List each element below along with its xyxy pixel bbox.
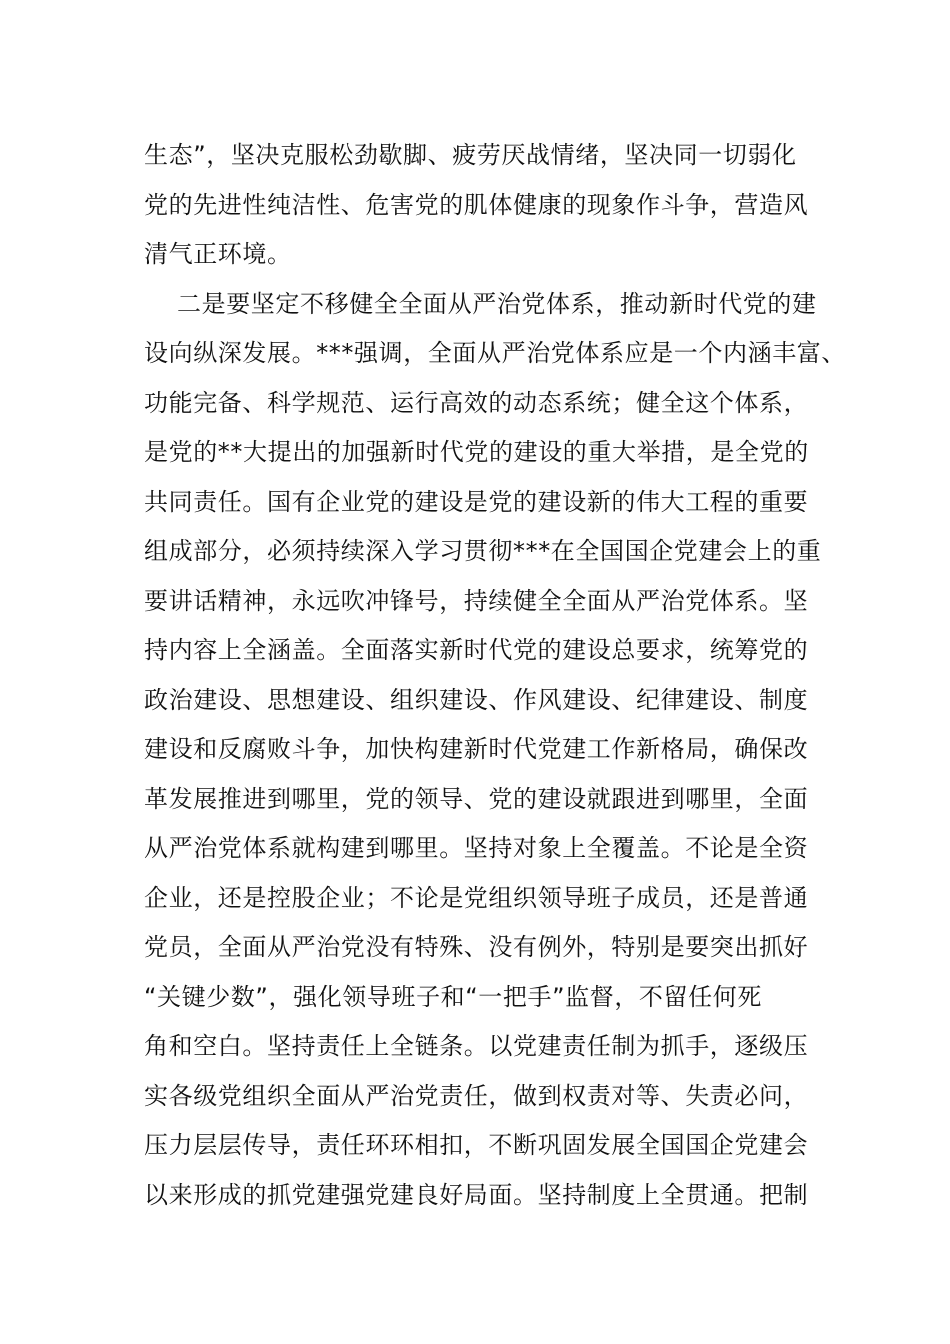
text-line: 是党的**大提出的加强新时代党的建设的重大举措，是全党的 [144,438,809,466]
text-line: “关键少数”，强化领导班子和“一把手”监督，不留任何死 [144,982,762,1011]
text-line: 党的先进性纯洁性、危害党的肌体健康的现象作斗争，营造风 [144,190,809,219]
text-line: 功能完备、科学规范、运行高效的动态系统；健全这个体系， [144,388,809,417]
text-line: 组成部分，必须持续深入学习贯彻***在全国国企党建会上的重 [144,537,822,565]
paragraph-continued [144,131,824,280]
text-line: 压力层层传导，责任环环相扣，不断巩固发展全国国企党建会 [144,1131,809,1159]
text-line: 以来形成的抓党建强党建良好局面。坚持制度上全贯通。把制 [144,1180,809,1209]
paragraph-two [144,280,846,1221]
text-line: 党员，全面从严治党没有特殊、没有例外，特别是要突出抓好 [144,933,809,961]
body-text [144,131,846,1220]
text-line: 企业，还是控股企业；不论是党组织领导班子成员，还是普通 [144,883,809,912]
text-line: 生态”，坚决克服松劲歇脚、疲劳厌战情绪，坚决同一切弱化 [144,141,797,169]
text-line: 从严治党体系就构建到哪里。坚持对象上全覆盖。不论是全资 [144,834,809,862]
text-line: 清气正环境。 [144,240,292,268]
text-line: 角和空白。坚持责任上全链条。以党建责任制为抓手，逐级压 [144,1032,809,1060]
text-line: 政治建设、思想建设、组织建设、作风建设、纪律建设、制度 [144,685,809,714]
text-line: 建设和反腐败斗争，加快构建新时代党建工作新格局，确保改 [144,735,809,763]
text-line: 设向纵深发展。***强调，全面从严治党体系应是一个内涵丰富、 [144,339,846,367]
text-line: 实各级党组织全面从严治党责任，做到权责对等、失责必问， [144,1081,809,1110]
text-line: 二是要坚定不移健全全面从严治党体系，推动新时代党的建 [177,289,817,318]
text-line: 共同责任。国有企业党的建设是党的建设新的伟大工程的重要 [144,487,809,516]
text-line: 要讲话精神，永远吹冲锋号，持续健全全面从严治党体系。坚 [144,586,809,615]
text-line: 持内容上全涵盖。全面落实新时代党的建设总要求，统筹党的 [144,636,809,664]
text-line: 革发展推进到哪里，党的领导、党的建设就跟进到哪里，全面 [144,784,809,813]
